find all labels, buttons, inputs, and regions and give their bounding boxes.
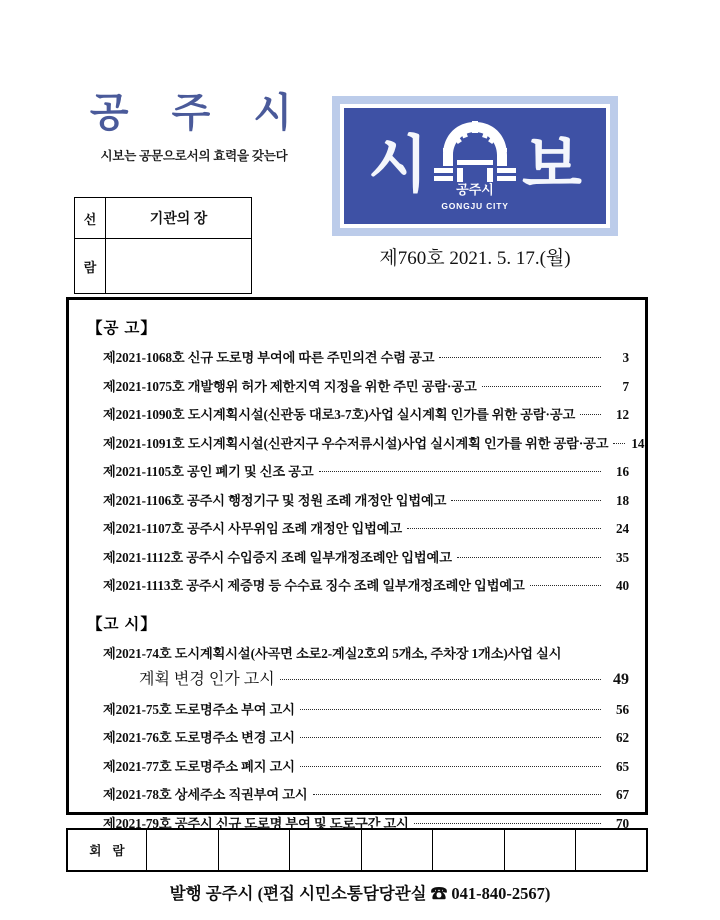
toc-dot-leader: [280, 679, 601, 680]
toc-entry[interactable]: [87, 756, 629, 775]
toc-entry-title: 제2021-75호 도로명주소 부여 고시: [103, 701, 295, 717]
logo-white-frame: [340, 104, 610, 228]
circulation-empty-cell[interactable]: [218, 829, 290, 871]
emblem-caption-korean: 공주시: [456, 182, 494, 197]
toc-entry[interactable]: [87, 433, 645, 452]
circulation-label-cell: 회 람: [67, 829, 147, 871]
table-row: [67, 829, 647, 871]
masthead-left-block: [62, 92, 322, 164]
review-label-bottom: 람: [75, 239, 106, 294]
section-heading: 【고 시】: [87, 616, 157, 633]
circulation-table: [66, 828, 648, 872]
masthead-header: [0, 0, 720, 290]
toc-page-number: 14: [631, 435, 645, 451]
toc-page-number: 35: [616, 549, 629, 565]
section-heading: 【공 고】: [87, 320, 157, 337]
toc-entry[interactable]: [87, 376, 629, 395]
toc-entry-title: 제2021-1091호 도시계획시설(신관지구 우수저류시설)사업 실시계획 인가를 위한 공람·공고: [103, 435, 609, 451]
toc-dot-leader: [300, 737, 601, 738]
circulation-empty-cell[interactable]: [361, 829, 433, 871]
toc-dot-leader: [482, 386, 601, 387]
toc-entry-title: 제2021-79호 공주시 신규 도로명 부여 및 도로구간 고시: [103, 815, 409, 831]
circulation-empty-cell[interactable]: [504, 829, 576, 871]
toc-entry[interactable]: [87, 347, 629, 366]
toc-entry-title: 제2021-1105호 공인 폐기 및 신조 공고: [103, 464, 314, 479]
toc-entry[interactable]: [87, 784, 629, 803]
toc-entry-title: 제2021-1112호 공주시 수입증지 조례 일부개정조례안 입법예고: [103, 549, 452, 565]
toc-page-number: 18: [616, 492, 629, 508]
toc-page-number: 7: [622, 378, 629, 394]
toc-entry[interactable]: [87, 518, 629, 537]
toc-page-number: 16: [616, 464, 629, 479]
toc-page-number: 12: [616, 407, 629, 422]
toc-dot-leader: [414, 823, 601, 824]
toc-entry[interactable]: [87, 490, 629, 509]
toc-entry[interactable]: [87, 699, 629, 718]
toc-entry-title: 제2021-76호 도로명주소 변경 고시: [103, 730, 295, 745]
toc-dot-leader: [439, 357, 601, 358]
toc-page-number: 62: [616, 730, 629, 745]
toc-dot-leader: [313, 794, 601, 795]
toc-page-number: 24: [616, 521, 629, 536]
toc-entry[interactable]: [87, 727, 629, 746]
toc-entry-title: 제2021-1075호 개발행위 허가 제한지역 지정을 위한 주민 공람·공고: [103, 378, 477, 394]
toc-page-number: 3: [622, 350, 629, 365]
publisher-footer: 발행 공주시 (편집 시민소통담당관실 ☎ 041-840-2567): [169, 884, 551, 903]
page-title: 공 주 시: [89, 91, 309, 135]
toc-entry[interactable]: [87, 547, 629, 566]
masthead-tagline: 시보는 공문으로서의 효력을 갖는다: [100, 149, 288, 163]
toc-page-number: 67: [616, 787, 629, 802]
toc-dot-leader: [300, 766, 601, 767]
toc-entry-title: 제2021-77호 도로명주소 폐지 고시: [103, 758, 295, 774]
toc-page-number: 56: [616, 701, 629, 717]
toc-dot-leader: [530, 585, 601, 586]
toc-entry-title: 제2021-74호 도시계획시설(사곡면 소로2-계실2호외 5개소, 주차장 1개소)사업 실시: [103, 646, 562, 661]
circulation-empty-cell[interactable]: [433, 829, 505, 871]
toc-dot-leader: [451, 500, 601, 501]
emblem-caption-english: GONGJU CITY: [441, 201, 509, 211]
toc-dot-leader: [319, 471, 601, 472]
circulation-empty-cell[interactable]: [290, 829, 362, 871]
toc-dot-leader: [407, 528, 601, 529]
logo-blue-panel: [344, 108, 606, 224]
logo-syllable-si: 시: [368, 131, 428, 200]
review-label-top: 선: [75, 198, 106, 239]
logo-syllable-bo: 보: [522, 131, 582, 200]
circulation-empty-cell[interactable]: [147, 829, 219, 871]
toc-entry-title: 제2021-1068호 신규 도로명 부여에 따른 주민의견 수렴 공고: [103, 350, 435, 365]
toc-entry-title-line2: 계획 변경 인가 고시: [139, 671, 275, 688]
toc-entry-continuation[interactable]: [87, 666, 629, 689]
toc-entry[interactable]: [87, 575, 629, 594]
gongju-arch-emblem-icon: [432, 118, 518, 214]
toc-dot-leader: [300, 709, 601, 710]
toc-entry[interactable]: [87, 643, 629, 662]
table-of-contents-box: [66, 297, 648, 831]
toc-page-number: 65: [616, 758, 629, 774]
review-signature-table: [74, 197, 252, 294]
toc-entry-title: 제2021-1106호 공주시 행정기구 및 정원 조례 개정안 입법예고: [103, 492, 447, 508]
toc-entry[interactable]: [87, 461, 629, 480]
toc-entry-title: 제2021-78호 상세주소 직권부여 고시: [103, 787, 308, 802]
review-header-cell: 기관의 장: [106, 198, 252, 239]
toc-dot-leader: [613, 443, 625, 444]
toc-page-number: 49: [613, 671, 629, 688]
toc-page-number: 70: [616, 815, 629, 831]
toc-page-number: 40: [616, 578, 629, 593]
issue-number-date: 제760호 2021. 5. 17.(월): [379, 248, 571, 269]
toc-dot-leader: [580, 414, 601, 415]
review-signature-cell: [106, 239, 252, 294]
toc-entry-title: 제2021-1090호 도시계획시설(신관동 대로3-7호)사업 실시계획 인가를 위한 공람·공고: [103, 407, 576, 422]
toc-entry-title: 제2021-1107호 공주시 사무위임 조례 개정안 입법예고: [103, 521, 403, 536]
toc-dot-leader: [457, 557, 601, 558]
circulation-empty-cell[interactable]: [576, 829, 648, 871]
toc-entry[interactable]: [87, 404, 629, 423]
toc-entry-title: 제2021-1113호 공주시 제증명 등 수수료 징수 조례 일부개정조례안 입법예고: [103, 578, 525, 593]
gazette-logo: [332, 96, 618, 236]
